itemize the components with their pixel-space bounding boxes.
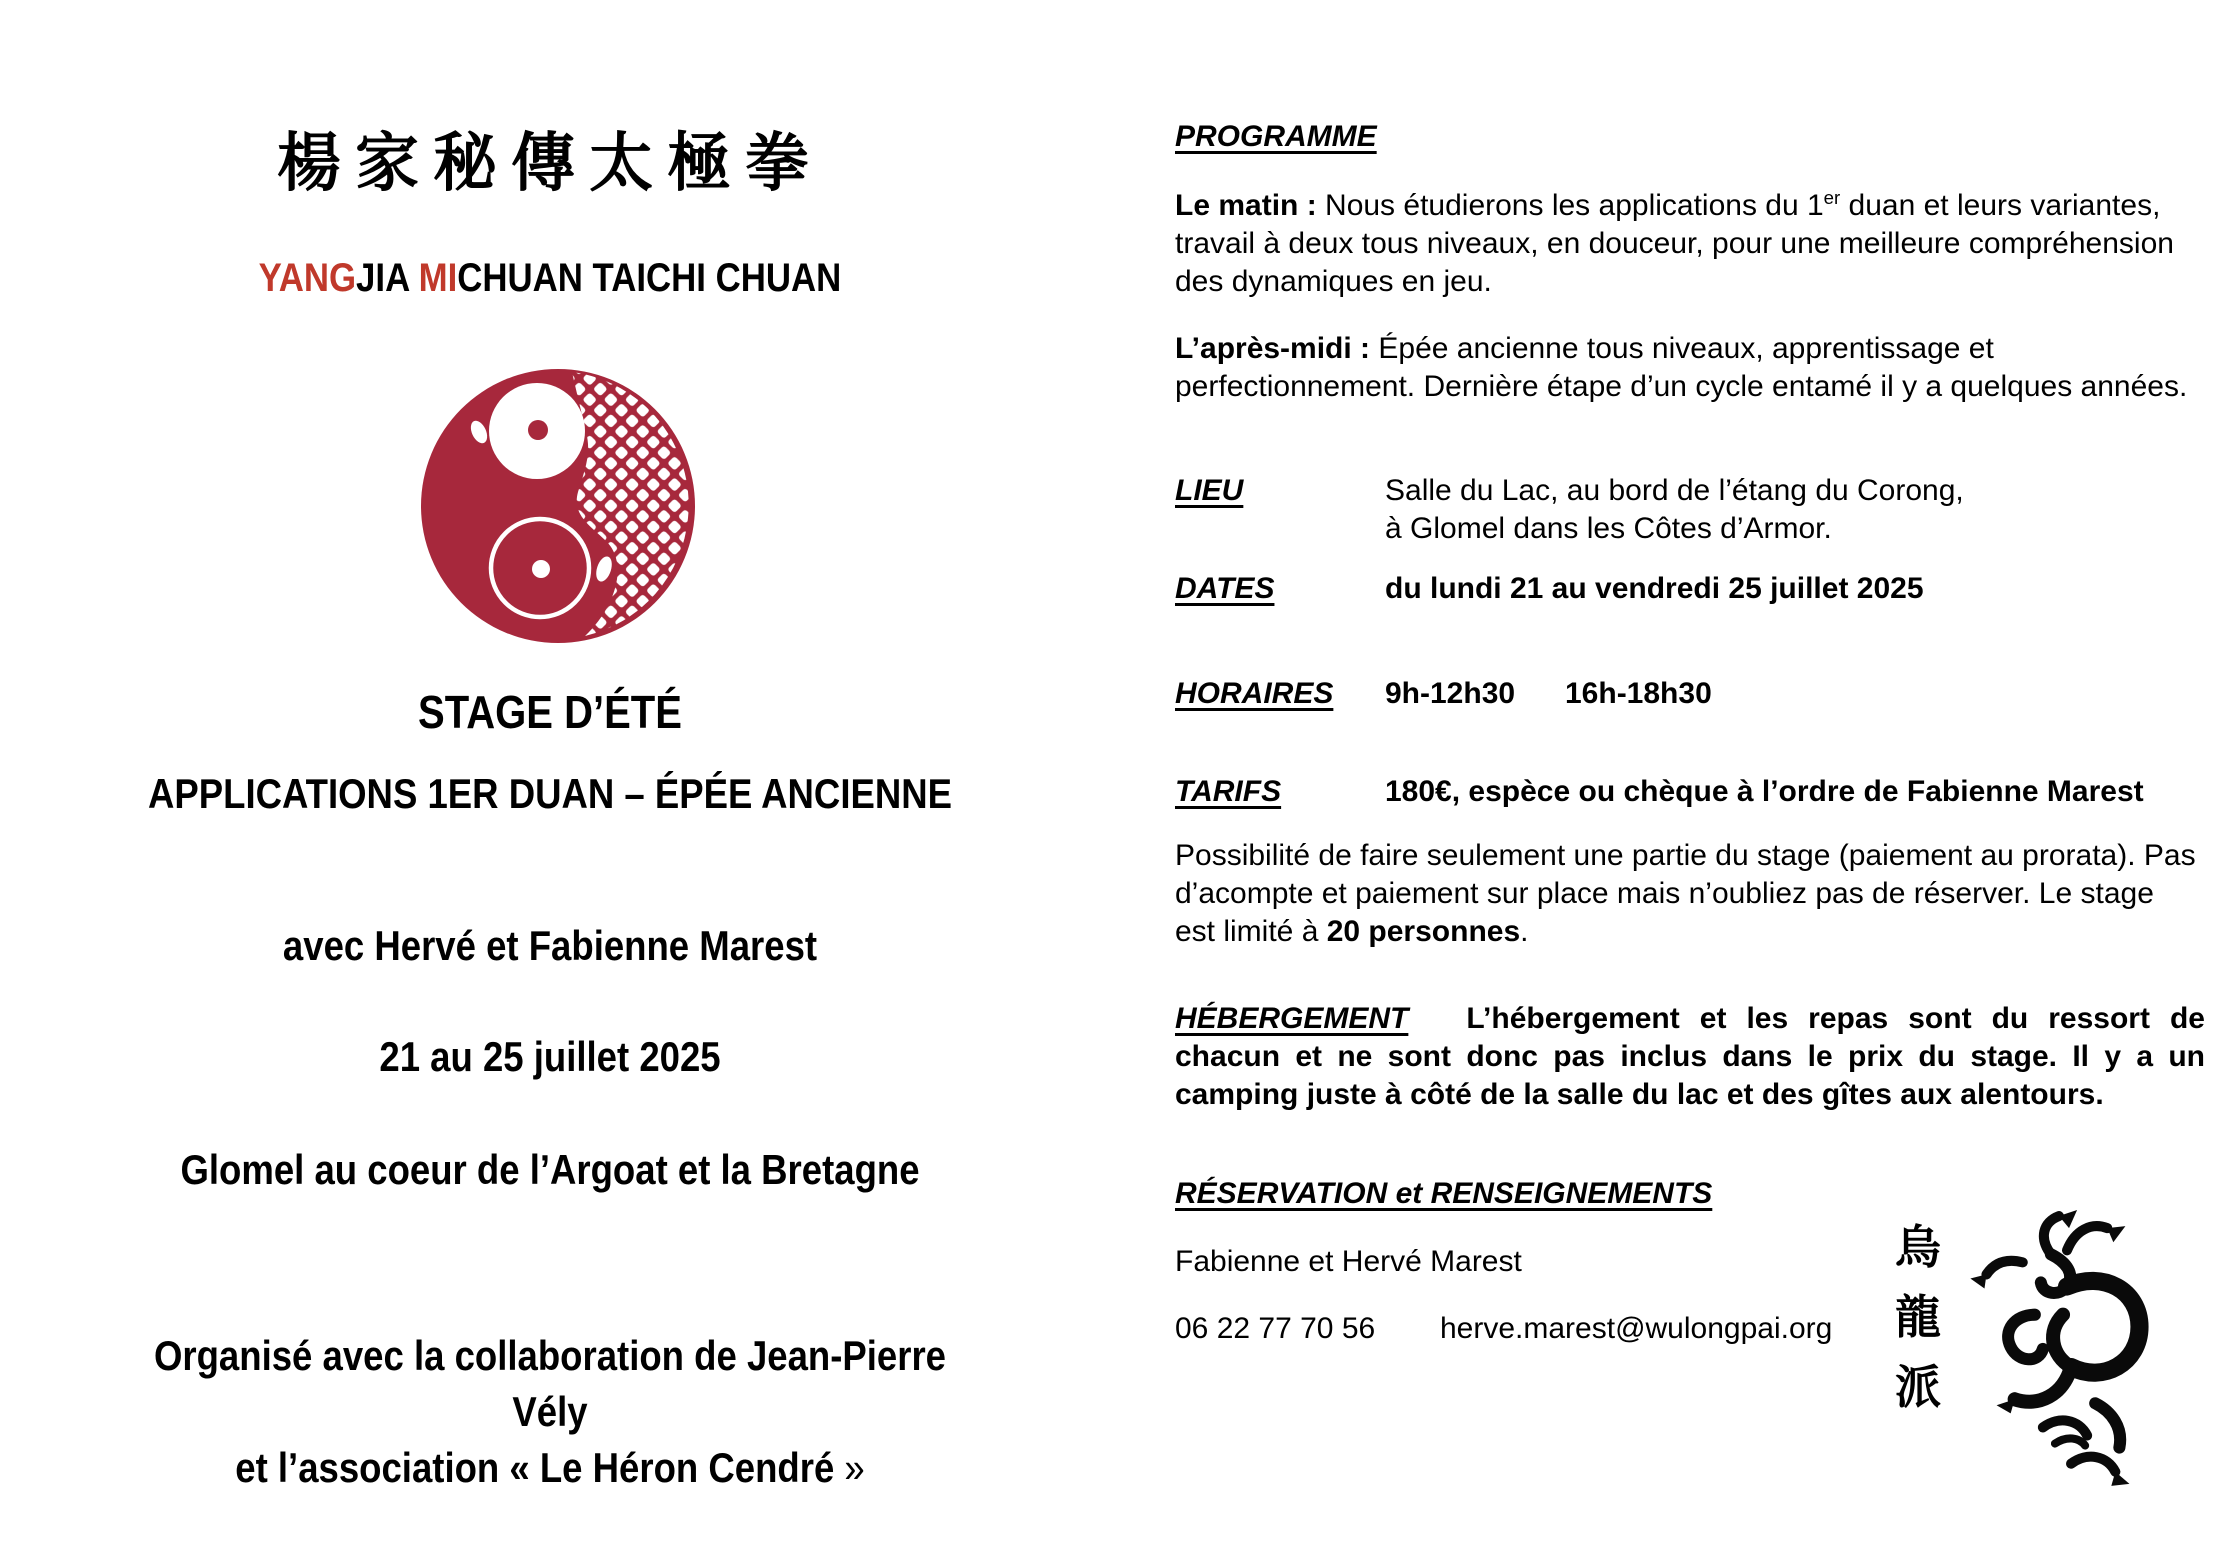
event-dates: 21 au 25 juillet 2025: [379, 1033, 721, 1080]
school-name: [119, 256, 980, 301]
school-name-rest: CHUAN TAICHI CHUAN: [457, 256, 842, 300]
dates-value: du lundi 21 au vendredi 25 juillet 2025: [1385, 572, 1924, 605]
morning-text-1: Nous étudierons les applications du 1: [1316, 189, 1824, 222]
horaires-value: [1385, 675, 1712, 713]
organizer-line2-bold: et l’association « Le Héron Cendré: [235, 1444, 835, 1491]
dragon-logo-svg: [1960, 1210, 2166, 1512]
horaires-label: HORAIRES: [1175, 677, 1334, 710]
school-name-yang: YANG: [258, 256, 357, 300]
reservation-heading: RÉSERVATION et RENSEIGNEMENTS: [1175, 1177, 1713, 1210]
horaires-morning: 9h-12h30: [1385, 677, 1516, 710]
hebergement-text: L’hébergement et les repas sont du ressort de chacun et ne sont donc pas inclus dans le prix du stage. Il y a un camping juste à côté de la salle du lac et des gîtes aux alentours.: [1175, 1002, 2205, 1111]
lieu-line2: à Glomel dans les Côtes d’Armor.: [1385, 512, 1832, 545]
morning-text-2: duan et leurs variantes, travail à deux tous niveaux, en douceur, pour une meilleure compréhension des dynamiques en jeu.: [1175, 189, 2174, 298]
tarifs-label: TARIFS: [1175, 775, 1282, 808]
stage-note: [1175, 837, 2200, 951]
event-subtitle: APPLICATIONS 1ER DUAN – ÉPÉE ANCIENNE: [147, 770, 953, 817]
organizer-line1: Organisé avec la collaboration de Jean-Pierre Vély: [153, 1332, 947, 1435]
afternoon-paragraph: [1175, 330, 2205, 406]
wulongpai-characters: [1888, 1212, 1948, 1422]
wulongpai-char: 派: [1895, 1360, 1941, 1414]
programme-heading: PROGRAMME: [1175, 120, 1377, 153]
stage-note-bold: 20 personnes: [1326, 915, 1521, 948]
stage-note-text-1: Possibilité de faire seulement une partie du stage (paiement au prorata). Pas d’acompte et paiement sur place mais n’oubliez pas de réserver. Le stage est limité à: [1175, 839, 2196, 948]
yin-yang-logo-svg: [420, 368, 696, 644]
instructors-line: avec Hervé et Fabienne Marest: [282, 922, 818, 969]
afternoon-text: Épée ancienne tous niveaux, apprentissage et perfectionnement. Dernière étape d’un cycle entamé il y a quelques années.: [1175, 332, 2188, 403]
stage-note-text-2: .: [1520, 915, 1529, 948]
lieu-label: LIEU: [1175, 474, 1244, 507]
morning-ordinal: er: [1823, 187, 1841, 208]
calligraphy-title: 楊家秘傳太極拳: [277, 126, 823, 201]
dates-label: DATES: [1175, 572, 1275, 605]
organizer-close-quote: »: [834, 1444, 865, 1491]
organizer-line2: [119, 1440, 980, 1496]
contact-phone: 06 22 77 70 56: [1175, 1312, 1376, 1345]
dragon-logo: [1960, 1210, 2166, 1512]
organizer-note: [119, 1328, 980, 1496]
contact-email: herve.marest@wulongpai.org: [1440, 1312, 1833, 1345]
wulongpai-char: 龍: [1895, 1290, 1941, 1344]
hebergement-label: HÉBERGEMENT: [1175, 1002, 1409, 1035]
afternoon-label: L’après-midi :: [1175, 332, 1371, 365]
school-name-jia: JIA: [356, 256, 419, 300]
event-location: Glomel au coeur de l’Argoat et la Bretagne: [180, 1146, 920, 1193]
contact-names: Fabienne et Hervé Marest: [1175, 1245, 1522, 1278]
horaires-afternoon: 16h-18h30: [1565, 677, 1712, 710]
wulongpai-char: 烏: [1895, 1220, 1941, 1274]
lieu-line1: Salle du Lac, au bord de l’étang du Corong,: [1385, 474, 1964, 507]
morning-paragraph: [1175, 187, 2200, 301]
school-name-mi: MI: [418, 256, 458, 300]
yin-yang-logo: [420, 368, 696, 644]
hebergement-paragraph: [1175, 1000, 2205, 1114]
morning-label: Le matin :: [1175, 189, 1317, 222]
tarifs-value: 180€, espèce ou chèque à l’ordre de Fabienne Marest: [1385, 775, 2144, 808]
lieu-value: [1385, 472, 1964, 548]
event-title: STAGE D’ÉTÉ: [418, 686, 682, 738]
